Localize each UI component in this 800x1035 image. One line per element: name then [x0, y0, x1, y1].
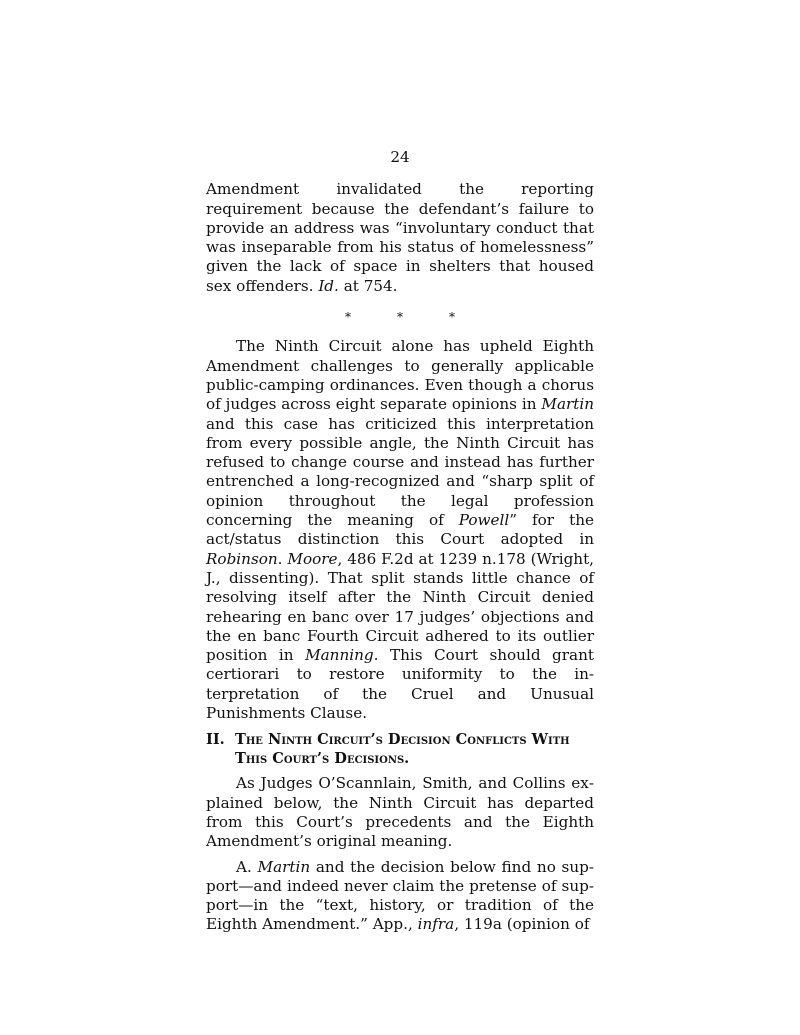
paragraph-text: . — [277, 549, 288, 568]
document-page — [206, 148, 594, 935]
separator-star: * — [397, 310, 403, 325]
case-name-manning: Manning — [305, 646, 374, 665]
case-name-moore: Moore — [287, 549, 338, 568]
separator-star: * — [449, 310, 455, 325]
paragraph-text: , 119a (opinion of — [454, 915, 590, 934]
section-separator — [206, 308, 594, 327]
case-name-robinson: Robinson — [206, 549, 278, 568]
citation-page: at 754. — [338, 276, 398, 295]
paragraph-text: Amendment invalidated the reporting requirement because the defendant’s failure to provide an address was “involuntary conduct that was inseparable from his status of homelessness” given the lack of space in shelters that housed sex offenders. — [206, 180, 594, 295]
paragraph-text: The Ninth Circuit alone has upheld Eighth Amendment challenges to generally applicable public-camping ordinances. Even though a chorus of judges across eight separate opinions in — [206, 337, 594, 414]
paragraph-judges-explained — [206, 774, 594, 851]
paragraph-text: A. — [236, 857, 258, 876]
paragraph-text: and the decision below find no support—and indeed never claim the pretense of support—in the “text, history, or tradition of the Eighth Amendment.” App., — [206, 857, 594, 934]
citation-infra: infra — [417, 915, 455, 934]
paragraph-text: . This Court should grant certiorari to restore uniformity to the interpretation of the Cruel and Unusual Punishments Clause. — [206, 646, 594, 723]
separator-star: * — [345, 310, 351, 325]
case-name-martin: Martin — [257, 857, 311, 876]
case-name-martin: Martin — [541, 395, 594, 414]
paragraph-text: As Judges O’Scannlain, Smith, and Collins explained below, the Ninth Circuit has departed from this Court’s precedents and the Eighth Amendment’s original meaning. — [206, 774, 594, 851]
citation-id: Id. — [318, 276, 339, 295]
paragraph-text: ” for the act/status distinction this Court adopted in — [206, 511, 594, 549]
case-name-powell: Powell — [458, 511, 510, 530]
section-number: II. — [206, 731, 225, 749]
paragraph-subsection-a — [206, 858, 594, 935]
paragraph-text: , 486 F.2d at 1239 n.178 (Wright, J., dissenting). That split stands little chance of resolving itself after the Ninth Circuit denied rehearing en banc over 17 judges’ objections and the en banc Fourth Circuit adhered to its outlier position in — [206, 549, 594, 665]
paragraph-reporting-requirement — [206, 180, 594, 296]
section-title: The Ninth Circuit’s Decision Conflicts With This Court’s Decisions. — [235, 731, 570, 767]
section-heading — [206, 731, 594, 768]
paragraph-text: and this case has criticized this interpretation from every possible angle, the Ninth Circuit has refused to change course and instead has further entrenched a long-recognized and “sharp split of opinion throughout the legal profession concerning the meaning of — [206, 414, 594, 530]
page-number: 24 — [390, 148, 410, 166]
paragraph-ninth-circuit-split — [206, 337, 594, 723]
